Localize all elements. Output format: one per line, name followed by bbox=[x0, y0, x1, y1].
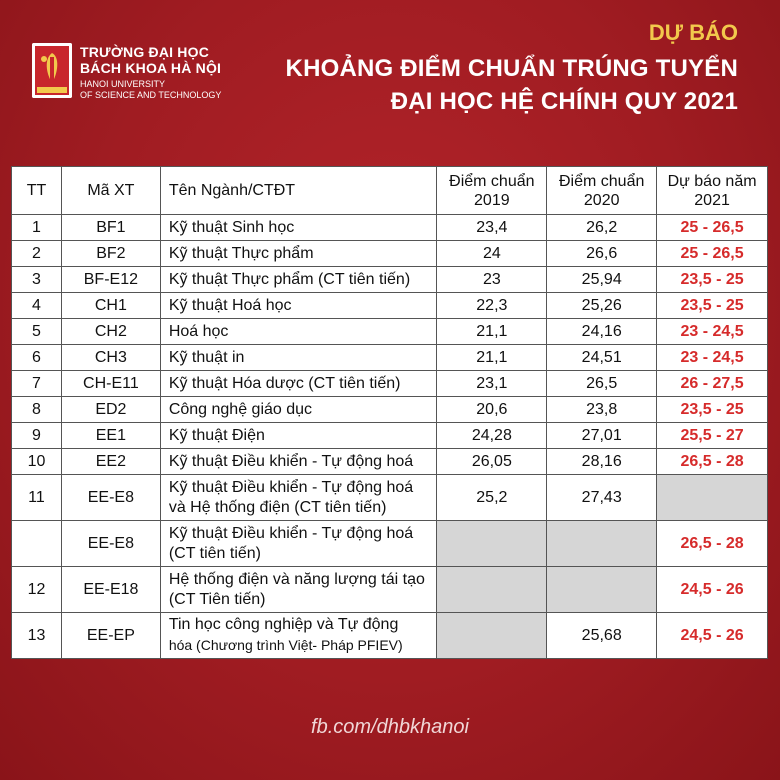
table-row bbox=[12, 241, 768, 267]
cell-2021: 23,5 - 25 bbox=[657, 397, 768, 423]
cell-2020: 26,5 bbox=[547, 371, 657, 397]
cell-2021: 24,5 - 26 bbox=[657, 567, 768, 613]
cell-2021: 25 - 26,5 bbox=[657, 215, 768, 241]
cell-tt: 6 bbox=[12, 345, 62, 371]
cell-2020: 23,8 bbox=[547, 397, 657, 423]
cell-2021: 23,5 - 25 bbox=[657, 293, 768, 319]
header-2019-line1: Điểm chuẩn bbox=[449, 172, 535, 190]
logo-line-4: OF SCIENCE AND TECHNOLOGY bbox=[80, 90, 222, 100]
cell-2020: 26,6 bbox=[547, 241, 657, 267]
cell-code: EE-E8 bbox=[61, 521, 160, 567]
cell-code: EE-E18 bbox=[61, 567, 160, 613]
table-row bbox=[12, 345, 768, 371]
cell-tt-empty bbox=[12, 521, 62, 567]
header-2019 bbox=[437, 167, 547, 215]
cell-2019: 23,4 bbox=[437, 215, 547, 241]
admission-score-table bbox=[11, 166, 768, 659]
cell-name: Kỹ thuật Thực phẩm (CT tiên tiến) bbox=[160, 267, 437, 293]
cell-tt: 4 bbox=[12, 293, 62, 319]
cell-code: EE-EP bbox=[61, 613, 160, 659]
cell-name bbox=[160, 613, 437, 659]
cell-2020: 28,16 bbox=[547, 449, 657, 475]
cell-name-line2: hóa (Chương trình Việt- Pháp PFIEV) bbox=[168, 637, 403, 653]
cell-2021: 26,5 - 28 bbox=[657, 449, 768, 475]
bk-emblem-icon bbox=[32, 43, 72, 98]
cell-name: Kỹ thuật Điện bbox=[160, 423, 437, 449]
cell-name: Kỹ thuật Hóa dược (CT tiên tiến) bbox=[160, 371, 437, 397]
header-2021-line2: 2021 bbox=[694, 191, 730, 209]
cell-tt: 8 bbox=[12, 397, 62, 423]
forecast-label: DỰ BÁO bbox=[648, 20, 738, 45]
table-row bbox=[12, 521, 768, 567]
cell-2021: 24,5 - 26 bbox=[657, 613, 768, 659]
header-name: Tên Ngành/CTĐT bbox=[160, 167, 437, 215]
cell-2020: 24,16 bbox=[547, 319, 657, 345]
cell-2020-empty bbox=[547, 567, 657, 613]
cell-name bbox=[160, 567, 437, 613]
cell-name-line2: (CT tiên tiến) bbox=[168, 544, 261, 562]
university-logo bbox=[32, 43, 72, 98]
cell-code: BF-E12 bbox=[61, 267, 160, 293]
cell-code: ED2 bbox=[61, 397, 160, 423]
cell-2021: 25 - 26,5 bbox=[657, 241, 768, 267]
cell-tt: 3 bbox=[12, 267, 62, 293]
cell-2021: 25,5 - 27 bbox=[657, 423, 768, 449]
cell-2019-empty bbox=[437, 521, 547, 567]
cell-2019: 20,6 bbox=[437, 397, 547, 423]
table-row bbox=[12, 449, 768, 475]
cell-tt: 13 bbox=[12, 613, 62, 659]
cell-2020: 27,43 bbox=[547, 475, 657, 521]
table-row bbox=[12, 371, 768, 397]
header-2019-line2: 2019 bbox=[474, 191, 510, 209]
cell-tt: 5 bbox=[12, 319, 62, 345]
logo-line-1: TRƯỜNG ĐẠI HỌC bbox=[80, 44, 210, 60]
cell-2021: 23 - 24,5 bbox=[657, 345, 768, 371]
cell-2021: 23,5 - 25 bbox=[657, 267, 768, 293]
cell-2021: 26,5 - 28 bbox=[657, 521, 768, 567]
cell-2020: 24,51 bbox=[547, 345, 657, 371]
cell-name: Kỹ thuật in bbox=[160, 345, 437, 371]
cell-tt: 7 bbox=[12, 371, 62, 397]
cell-code: BF1 bbox=[61, 215, 160, 241]
cell-name: Kỹ thuật Thực phẩm bbox=[160, 241, 437, 267]
cell-code: EE1 bbox=[61, 423, 160, 449]
header-code: Mã XT bbox=[61, 167, 160, 215]
cell-2020: 25,26 bbox=[547, 293, 657, 319]
cell-tt: 9 bbox=[12, 423, 62, 449]
cell-name-line1: Kỹ thuật Điều khiển - Tự động hoá bbox=[168, 478, 414, 496]
logo-line-2: BÁCH KHOA HÀ NỘI bbox=[80, 60, 222, 76]
cell-2021: 26 - 27,5 bbox=[657, 371, 768, 397]
cell-name-line1: Tin học công nghiệp và Tự động bbox=[168, 616, 399, 633]
cell-code: EE-E8 bbox=[61, 475, 160, 521]
cell-name: Công nghệ giáo dục bbox=[160, 397, 437, 423]
cell-code: CH-E11 bbox=[61, 371, 160, 397]
cell-2019-empty bbox=[437, 613, 547, 659]
cell-tt: 10 bbox=[12, 449, 62, 475]
cell-name-line2: và Hệ thống điện (CT tiên tiến) bbox=[168, 498, 387, 516]
table-row bbox=[12, 567, 768, 613]
university-name bbox=[80, 44, 221, 101]
cell-name: Kỹ thuật Điều khiển - Tự động hoá bbox=[160, 449, 437, 475]
table-row bbox=[12, 423, 768, 449]
table-row bbox=[12, 475, 768, 521]
header-tt: TT bbox=[12, 167, 62, 215]
cell-name-line1: Kỹ thuật Điều khiển - Tự động hoá bbox=[168, 524, 414, 542]
cell-name: Kỹ thuật Hoá học bbox=[160, 293, 437, 319]
cell-name bbox=[160, 475, 437, 521]
cell-tt: 2 bbox=[12, 241, 62, 267]
cell-2020-empty bbox=[547, 521, 657, 567]
cell-tt: 1 bbox=[12, 215, 62, 241]
cell-2019: 24 bbox=[437, 241, 547, 267]
page-title-line-1: KHOẢNG ĐIỂM CHUẨN TRÚNG TUYỂN bbox=[285, 55, 738, 82]
cell-2020: 25,68 bbox=[547, 613, 657, 659]
cell-code: CH3 bbox=[61, 345, 160, 371]
cell-2019: 25,2 bbox=[437, 475, 547, 521]
cell-2021: 23 - 24,5 bbox=[657, 319, 768, 345]
cell-2019: 26,05 bbox=[437, 449, 547, 475]
page-title-line-2: ĐẠI HỌC HỆ CHÍNH QUY 2021 bbox=[390, 88, 738, 115]
cell-tt: 12 bbox=[12, 567, 62, 613]
cell-tt: 11 bbox=[12, 475, 62, 521]
cell-name-line2: (CT Tiên tiến) bbox=[168, 590, 266, 608]
header-2021 bbox=[657, 167, 768, 215]
table-row bbox=[12, 293, 768, 319]
cell-2019: 22,3 bbox=[437, 293, 547, 319]
cell-2019-empty bbox=[437, 567, 547, 613]
cell-code: CH2 bbox=[61, 319, 160, 345]
table-row bbox=[12, 215, 768, 241]
cell-code: BF2 bbox=[61, 241, 160, 267]
cell-2021-empty bbox=[657, 475, 768, 521]
header-2020 bbox=[547, 167, 657, 215]
cell-2020: 25,94 bbox=[547, 267, 657, 293]
cell-2019: 24,28 bbox=[437, 423, 547, 449]
table-header-row bbox=[12, 167, 768, 215]
table-row bbox=[12, 397, 768, 423]
cell-2019: 21,1 bbox=[437, 345, 547, 371]
table-row bbox=[12, 613, 768, 659]
header-2021-line1: Dự báo năm bbox=[667, 172, 757, 190]
cell-2020: 27,01 bbox=[547, 423, 657, 449]
table-row bbox=[12, 319, 768, 345]
cell-name bbox=[160, 521, 437, 567]
cell-name: Kỹ thuật Sinh học bbox=[160, 215, 437, 241]
header-2020-line2: 2020 bbox=[583, 191, 620, 209]
cell-code: CH1 bbox=[61, 293, 160, 319]
cell-name-line1: Hệ thống điện và năng lượng tái tạo bbox=[168, 570, 425, 588]
cell-2019: 21,1 bbox=[437, 319, 547, 345]
cell-2019: 23 bbox=[437, 267, 547, 293]
facebook-link[interactable]: fb.com/dhbkhanoi bbox=[311, 716, 469, 738]
header-2020-line1: Điểm chuẩn bbox=[559, 172, 645, 190]
cell-2019: 23,1 bbox=[437, 371, 547, 397]
logo-line-3: HANOI UNIVERSITY bbox=[80, 79, 166, 89]
cell-code: EE2 bbox=[61, 449, 160, 475]
cell-2020: 26,2 bbox=[547, 215, 657, 241]
table-row bbox=[12, 267, 768, 293]
cell-name: Hoá học bbox=[160, 319, 437, 345]
